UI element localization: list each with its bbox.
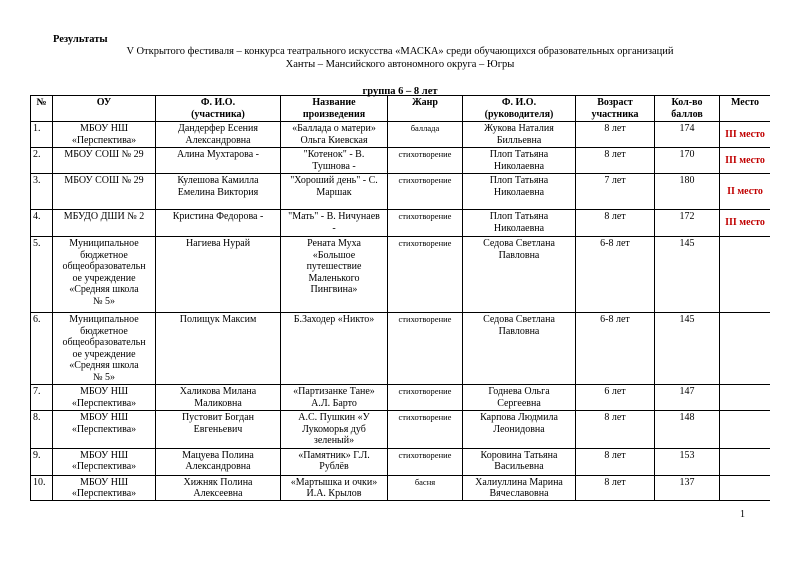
cell-work: «Памятник» Г.Л. Рублёв <box>281 448 388 475</box>
cell-school: Муниципальное бюджетное общеобразовательн ое учреждение «Средняя школа № 5» <box>53 237 156 313</box>
cell-genre: стихотворение <box>388 148 463 174</box>
cell-score: 174 <box>655 122 720 148</box>
cell-school: МБОУ НШ «Перспектива» <box>53 122 156 148</box>
header-participant: Ф. И.О. (участника) <box>156 96 281 122</box>
cell-age: 8 лет <box>576 148 655 174</box>
table-row <box>31 122 771 148</box>
cell-score: 148 <box>655 411 720 449</box>
results-table <box>30 95 770 501</box>
cell-school: МБОУ СОШ № 29 <box>53 174 156 210</box>
cell-place <box>720 313 771 385</box>
header-genre: Жанр <box>388 96 463 122</box>
title-line-2: Ханты – Мансийского автономного округа – Югры <box>285 59 515 70</box>
cell-score: 147 <box>655 385 720 411</box>
cell-age: 8 лет <box>576 411 655 449</box>
cell-work: Рената Муха «Большое путешествие Маленького Пингвина» <box>281 237 388 313</box>
header-score: Кол-во баллов <box>655 96 720 122</box>
cell-number: 3. <box>31 174 53 210</box>
cell-number: 2. <box>31 148 53 174</box>
table-row <box>31 475 771 501</box>
cell-work: «Мартышка и очки» И.А. Крылов <box>281 475 388 501</box>
cell-genre: стихотворение <box>388 174 463 210</box>
cell-participant: Нагиева Нурай <box>156 237 281 313</box>
cell-number: 9. <box>31 448 53 475</box>
table-row <box>31 411 771 449</box>
cell-place: II место <box>720 174 771 210</box>
cell-school: МБОУ НШ «Перспектива» <box>53 411 156 449</box>
cell-score: 137 <box>655 475 720 501</box>
cell-number: 8. <box>31 411 53 449</box>
cell-number: 4. <box>31 210 53 237</box>
cell-participant: Пустовит Богдан Евгеньевич <box>156 411 281 449</box>
cell-genre: баллада <box>388 122 463 148</box>
cell-genre: стихотворение <box>388 210 463 237</box>
cell-participant: Алина Мухтарова - <box>156 148 281 174</box>
cell-score: 145 <box>655 313 720 385</box>
cell-participant: Халикова Милана Маликовна <box>156 385 281 411</box>
cell-school: МБУДО ДШИ № 2 <box>53 210 156 237</box>
cell-participant: Дандерфер Есения Александровна <box>156 122 281 148</box>
cell-place <box>720 411 771 449</box>
header-school: ОУ <box>53 96 156 122</box>
cell-place <box>720 448 771 475</box>
cell-school: Муниципальное бюджетное общеобразовательн ое учреждение «Средняя школа № 5» <box>53 313 156 385</box>
cell-work: «Партизанке Тане» А.Л. Барто <box>281 385 388 411</box>
cell-genre: стихотворение <box>388 237 463 313</box>
cell-work: "Хороший день" - С. Маршак <box>281 174 388 210</box>
table-row <box>31 385 771 411</box>
cell-age: 6-8 лет <box>576 237 655 313</box>
header-number: № <box>31 96 53 122</box>
cell-place: III место <box>720 148 771 174</box>
cell-teacher: Плоп Татьяна Николаевна <box>463 148 576 174</box>
group-label: группа 6 – 8 лет <box>362 86 438 97</box>
cell-teacher: Плоп Татьяна Николаевна <box>463 210 576 237</box>
table-row <box>31 210 771 237</box>
cell-work: А.С. Пушкин «У Лукоморья дуб зеленый» <box>281 411 388 449</box>
table-row <box>31 174 771 210</box>
cell-participant: Мацуева Полина Александровна <box>156 448 281 475</box>
cell-school: МБОУ НШ «Перспектива» <box>53 448 156 475</box>
cell-number: 7. <box>31 385 53 411</box>
cell-genre: стихотворение <box>388 313 463 385</box>
table-row <box>31 148 771 174</box>
page-number: 1 <box>740 509 745 520</box>
cell-age: 8 лет <box>576 448 655 475</box>
cell-place: III место <box>720 122 771 148</box>
header-teacher: Ф. И.О. (руководителя) <box>463 96 576 122</box>
cell-genre: стихотворение <box>388 448 463 475</box>
cell-teacher: Коровина Татьяна Васильевна <box>463 448 576 475</box>
cell-score: 170 <box>655 148 720 174</box>
cell-score: 153 <box>655 448 720 475</box>
cell-participant: Хижняк Полина Алексеевна <box>156 475 281 501</box>
cell-work: "Котенок" - В. Тушнова - <box>281 148 388 174</box>
cell-work: Б.Заходер «Никто» <box>281 313 388 385</box>
table-header <box>31 96 771 122</box>
cell-age: 8 лет <box>576 210 655 237</box>
cell-age: 8 лет <box>576 122 655 148</box>
cell-age: 6 лет <box>576 385 655 411</box>
cell-number: 6. <box>31 313 53 385</box>
cell-teacher: Халиуллина Марина Вячеславовна <box>463 475 576 501</box>
cell-teacher: Жукова Наталия Билльевна <box>463 122 576 148</box>
cell-age: 7 лет <box>576 174 655 210</box>
results-table-container <box>30 95 770 501</box>
cell-score: 172 <box>655 210 720 237</box>
cell-score: 180 <box>655 174 720 210</box>
header-place: Место <box>720 96 771 122</box>
cell-teacher: Карпова Людмила Леонидовна <box>463 411 576 449</box>
cell-participant: Полищук Максим <box>156 313 281 385</box>
heading: Результаты <box>53 34 108 45</box>
cell-number: 5. <box>31 237 53 313</box>
table-row <box>31 448 771 475</box>
cell-school: МБОУ НШ «Перспектива» <box>53 475 156 501</box>
cell-teacher: Седова Светлана Павловна <box>463 313 576 385</box>
cell-place <box>720 237 771 313</box>
cell-age: 8 лет <box>576 475 655 501</box>
cell-genre: басня <box>388 475 463 501</box>
cell-place <box>720 475 771 501</box>
cell-teacher: Годнева Ольга Сергеевна <box>463 385 576 411</box>
cell-work: "Мать" - В. Ничунаев - <box>281 210 388 237</box>
cell-work: «Баллада о матери» Ольга Киевская <box>281 122 388 148</box>
cell-number: 1. <box>31 122 53 148</box>
cell-teacher: Седова Светлана Павловна <box>463 237 576 313</box>
cell-genre: стихотворение <box>388 411 463 449</box>
cell-genre: стихотворение <box>388 385 463 411</box>
cell-number: 10. <box>31 475 53 501</box>
cell-participant: Кристина Федорова - <box>156 210 281 237</box>
cell-teacher: Плоп Татьяна Николаевна <box>463 174 576 210</box>
header-age: Возраст участника <box>576 96 655 122</box>
cell-place: III место <box>720 210 771 237</box>
cell-school: МБОУ НШ «Перспектива» <box>53 385 156 411</box>
cell-school: МБОУ СОШ № 29 <box>53 148 156 174</box>
table-row <box>31 237 771 313</box>
table-row <box>31 313 771 385</box>
title-line-1: V Открытого фестиваля – конкурса театрального искусства «МАСКА» среди обучающихся образовательных организаций <box>126 46 674 57</box>
cell-participant: Кулешова Камилла Емелина Виктория <box>156 174 281 210</box>
header-work: Название произведения <box>281 96 388 122</box>
cell-place <box>720 385 771 411</box>
cell-score: 145 <box>655 237 720 313</box>
cell-age: 6-8 лет <box>576 313 655 385</box>
